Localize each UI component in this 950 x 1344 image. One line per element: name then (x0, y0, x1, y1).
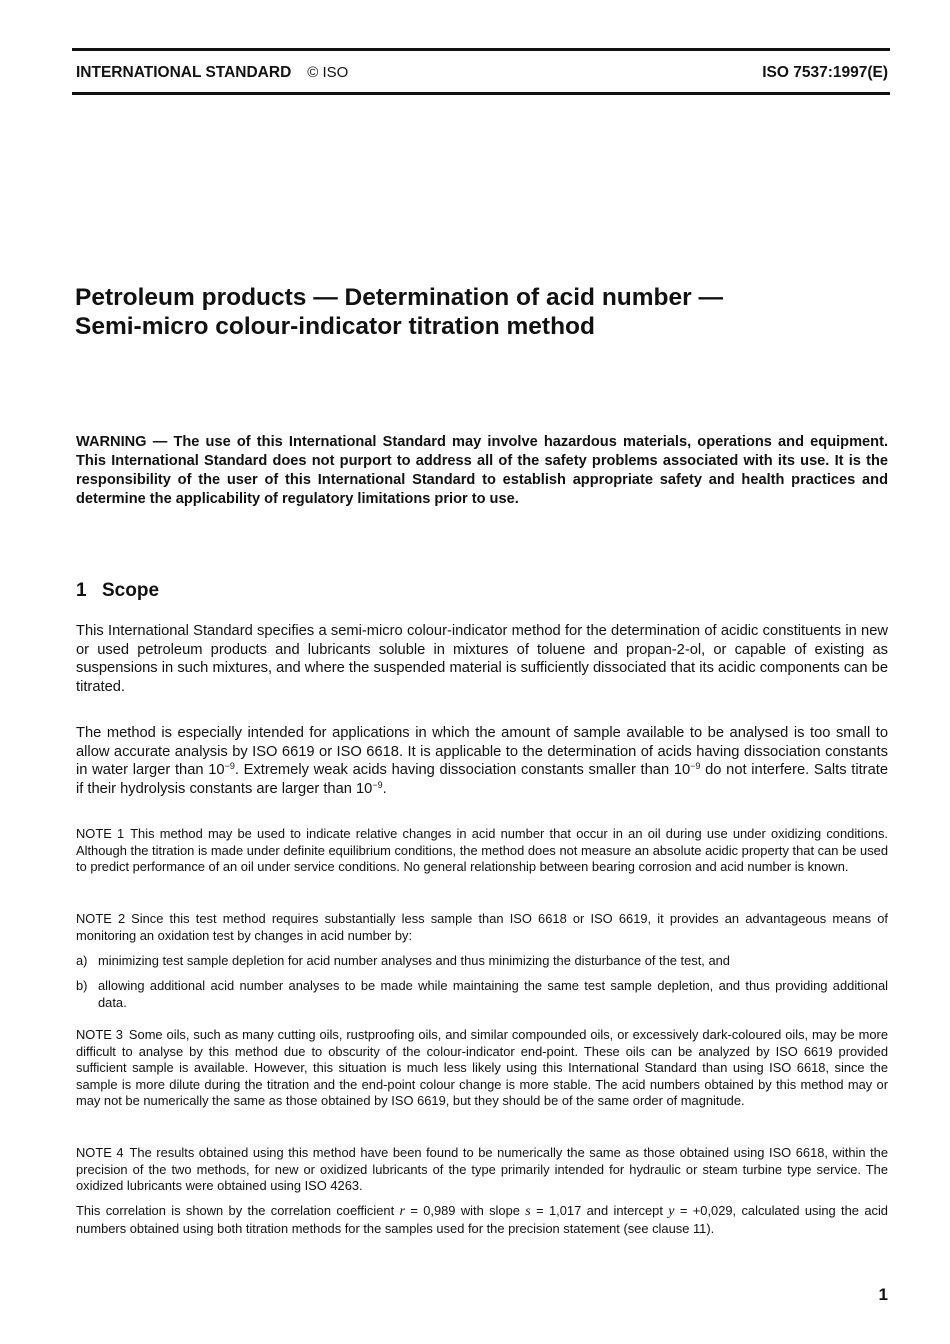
title-line-1: Petroleum products — Determination of acid number — (75, 284, 723, 311)
header-bottom-rule (72, 92, 890, 95)
correlation-text-4: = +0,029, calculated using the acid numbers obtained using both titration methods for the samples used for the precision statement (see clause 11). (76, 1203, 888, 1236)
note-3 (76, 1027, 888, 1110)
correlation-paragraph (76, 1203, 888, 1237)
correlation-text-3: = 1,017 and intercept (530, 1203, 669, 1218)
note-text: Since this test method requires substantially less sample than ISO 6618 or ISO 6619, it provides an advantageous means of monitoring an oxidation test by changes in acid number by: (76, 911, 889, 943)
note-4 (76, 1145, 888, 1195)
document-title (75, 283, 895, 341)
scope-paragraph-2 (76, 724, 888, 798)
title-line-2: Semi-micro colour-indicator titration method (75, 313, 595, 340)
section-heading-scope (76, 580, 159, 602)
note-label: NOTE 1 (76, 826, 125, 841)
list-item-text: minimizing test sample depletion for acid number analyses and thus minimizing the disturbance of the test, and (98, 953, 730, 968)
scope-p2-text-2: . Extremely weak acids having dissociation constants smaller than 10 (234, 762, 691, 778)
correlation-text-2: = 0,989 with slope (404, 1203, 526, 1218)
scope-p2-text-4: . (382, 780, 387, 797)
standard-number: ISO 7537:1997(E) (762, 64, 888, 81)
variable-s: s (525, 1204, 531, 1219)
variable-y: y (668, 1204, 675, 1219)
scope-paragraph-1: This International Standard specifies a semi-micro colour-indicator method for the determination of acidic constituents in new or used petroleum products and lubricants soluble in mixtures of toluene and propan-2-ol, or capable of existing as suspensions in such mixtures, and where the suspended material is sufficiently dissociated that its acidic components can be titrated. (76, 623, 888, 695)
exponent: −9 (372, 779, 383, 790)
standard-label: INTERNATIONAL STANDARD (76, 64, 292, 81)
page-number: 1 (878, 1285, 888, 1304)
note-2 (76, 911, 888, 944)
copyright-notice: © ISO (307, 64, 349, 81)
note-text: Some oils, such as many cutting oils, rustproofing oils, and similar compounded oils, or excessively dark-coloured oils, may be more difficult to analyse by this method due to obscurity of the colour-indicator end-point. These oils can be analyzed by ISO 6619 provided sufficient sample is available. However, this situation is much less likely using this International Standard than using ISO 6618, since the sample is more dilute during the titration and the end-point colour change is more stable. The acid numbers obtained by this method may or may not be numerically the same as those obtained by ISO 6619, but they should be of the same order of magnitude. (76, 1027, 888, 1109)
exponent: −9 (690, 761, 701, 771)
list-item (76, 978, 888, 1011)
section-number: 1 (76, 580, 87, 601)
scope-p2-text-1: The method is especially intended for applications in which the amount of sample available to be analysed is too small to allow accurate analysis by ISO 6619 or ISO 6618. It is applicable to the determination of acids having dissociation constants in water larger than 10 (76, 725, 888, 778)
header-top-rule (72, 48, 890, 51)
header-left (76, 64, 348, 82)
page-header (76, 63, 888, 83)
exponent: −9 (224, 761, 235, 771)
note-label: NOTE 4 (76, 1145, 124, 1160)
note-1 (76, 826, 888, 876)
scope-p2-text-3: do not interfere. Salts titrate if their hydrolysis constants are larger than 10 (76, 762, 888, 797)
note-text: This method may be used to indicate relative changes in acid number that occur in an oil during use under oxidizing conditions. Although the titration is made under definite equilibrium conditions, the method does not measure an absolute acidic property that can be used to predict performance of an oil under service conditions. No general relationship between bearing corrosion and acid number is known. (76, 826, 888, 875)
list-item (76, 953, 888, 970)
list-marker: a) (76, 953, 88, 968)
note-label: NOTE 2 (76, 911, 126, 926)
note-label: NOTE 3 (76, 1027, 123, 1042)
variable-r: r (399, 1204, 405, 1219)
correlation-text-1: This correlation is shown by the correlation coefficient (76, 1203, 400, 1218)
section-title: Scope (102, 580, 160, 601)
safety-warning: WARNING — The use of this International Standard may involve hazardous materials, operations and equipment. This International Standard does not purport to address all of the safety problems associated with its use. It is the responsibility of the user of this International Standard to establish appropriate safety and health practices and determine the applicability of regulatory limitations prior to use. (76, 434, 888, 507)
list-marker: b) (76, 978, 88, 993)
note-text: The results obtained using this method have been found to be numerically the same as those obtained using ISO 6618, within the precision of the two methods, for new or oxidized lubricants of the type primarily intended for hydraulic or steam turbine type service. The oxidized lubricants were obtained using ISO 4263. (76, 1145, 888, 1194)
list-item-text: allowing additional acid number analyses to be made while maintaining the same test sample depletion, and thus providing additional data. (98, 978, 888, 1010)
